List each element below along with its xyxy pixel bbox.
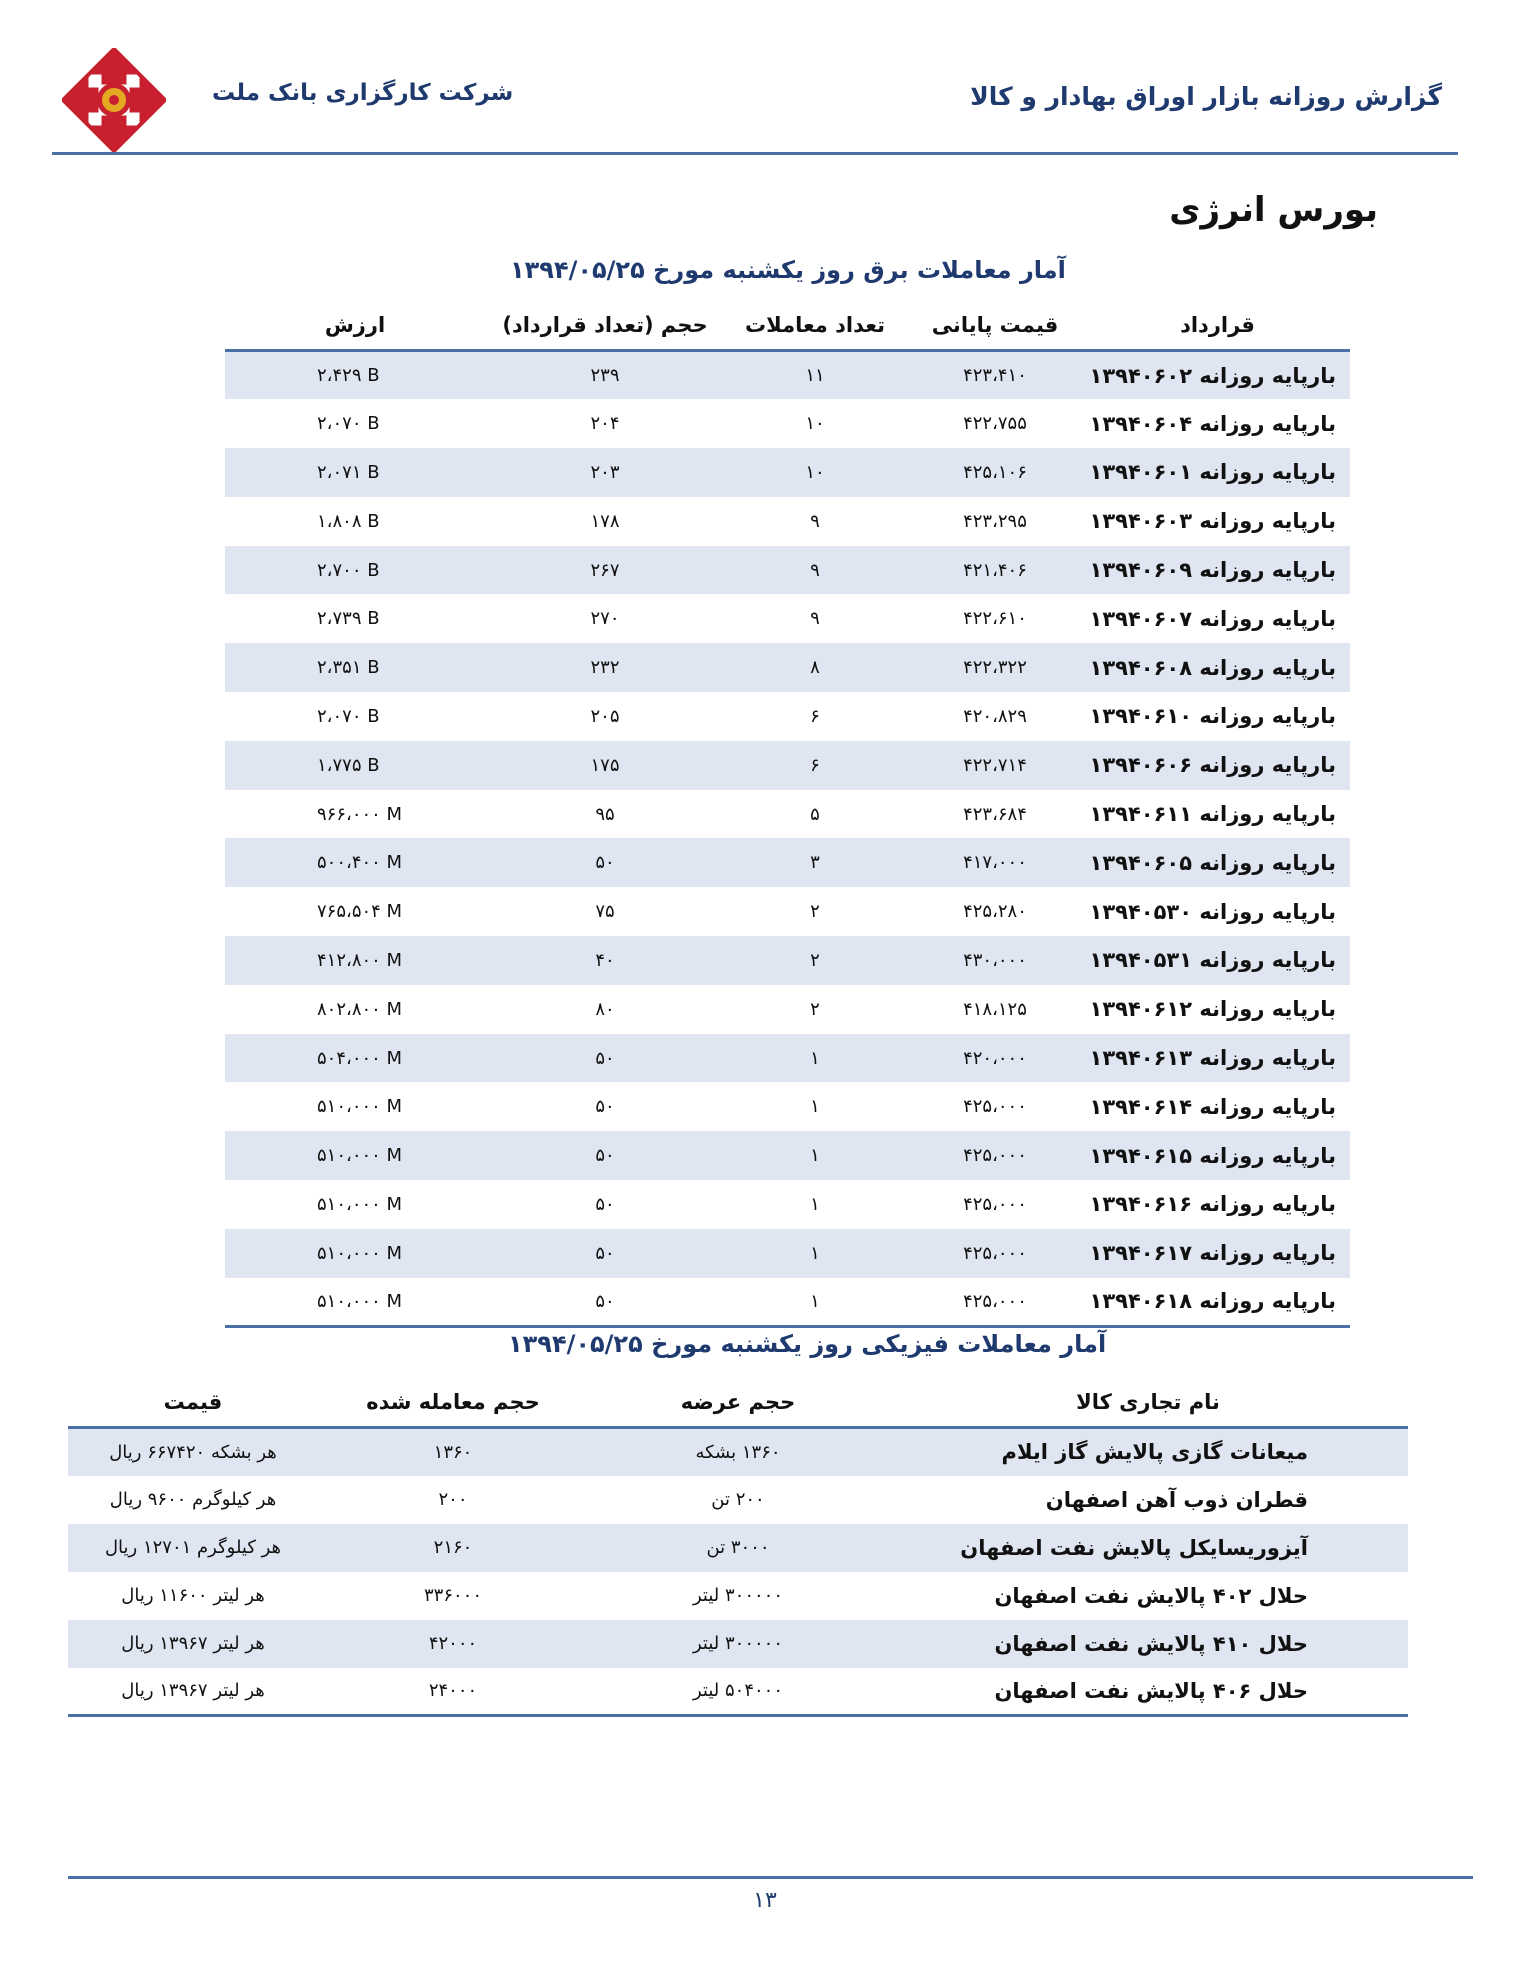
price-cell: ۴۲۲،۶۱۰: [963, 608, 1027, 630]
trades-cell: ۱۰: [725, 448, 905, 497]
price-cell: ۴۲۳،۶۸۴: [963, 803, 1027, 825]
trades-cell: ۶: [725, 741, 905, 790]
price-cell: هر کیلوگرم ۱۲۷۰۱ ریال: [68, 1524, 318, 1572]
price-cell: هر بشکه ۶۶۷۴۲۰ ریال: [68, 1428, 318, 1476]
value-cell: ۴۱۲،۸۰۰ M: [225, 936, 485, 985]
col-header-traded: حجم معامله شده: [318, 1378, 588, 1428]
price-cell: ۴۳۰،۰۰۰: [905, 936, 1085, 985]
price-cell: ۴۲۵،۰۰۰: [963, 1290, 1027, 1312]
product-cell: میعانات گازی پالایش گاز ایلام: [888, 1428, 1408, 1476]
table-row: [225, 1180, 1350, 1229]
contract-cell: بارپایه روزانه ۱۳۹۴۰۶۰۷: [1089, 606, 1336, 631]
contract-cell: بارپایه روزانه ۱۳۹۴۰۶۱۳: [1085, 1034, 1350, 1083]
trades-cell: ۱: [810, 1096, 820, 1118]
col-header-final-price: قیمت پایانی: [905, 301, 1085, 351]
price-cell: ۴۲۵،۰۰۰: [963, 1096, 1027, 1118]
electricity-table-caption: آمار معاملات برق روز یکشنبه مورخ ۱۳۹۴/۰۵/۲۵: [510, 256, 1066, 284]
price-cell: ۴۲۰،۸۲۹: [963, 705, 1027, 727]
price-cell: هر لیتر ۱۱۶۰۰ ریال: [121, 1585, 265, 1606]
supply-cell: ۳۰۰۰۰۰ لیتر: [588, 1620, 888, 1668]
col-header-trades: تعداد معاملات: [725, 301, 905, 351]
trades-cell: ۱: [725, 1034, 905, 1083]
product-cell: حلال ۴۱۰ پالایش نفت اصفهان: [888, 1620, 1408, 1668]
price-cell: ۴۲۵،۰۰۰: [905, 1229, 1085, 1278]
contract-cell: بارپایه روزانه ۱۳۹۴۰۶۱۶: [1089, 1192, 1336, 1217]
price-cell: ۴۲۵،۱۰۶: [905, 448, 1085, 497]
value-cell: ۱،۸۰۸ B: [317, 510, 380, 532]
trades-cell: ۲: [725, 936, 905, 985]
value-cell: ۵۰۴،۰۰۰ M: [225, 1034, 485, 1083]
supply-cell: ۳۰۰۰ تن: [588, 1524, 888, 1572]
table-row: [225, 351, 1350, 400]
volume-cell: ۷۵: [595, 901, 615, 923]
contract-cell: بارپایه روزانه ۱۳۹۴۰۶۱۷: [1085, 1229, 1350, 1278]
table-row: [68, 1428, 1408, 1476]
supply-cell: ۵۰۴۰۰۰ لیتر: [692, 1680, 784, 1702]
traded-cell: ۲۴۰۰۰: [428, 1680, 478, 1702]
table-header-row: [68, 1378, 1408, 1428]
trades-cell: ۱: [725, 1131, 905, 1180]
product-cell: آیزوریسایکل پالایش نفت اصفهان: [888, 1524, 1408, 1572]
company-name: شرکت کارگزاری بانک ملت: [212, 80, 514, 106]
volume-cell: ۵۰: [485, 1131, 725, 1180]
contract-cell: بارپایه روزانه ۱۳۹۴۰۶۰۶: [1085, 741, 1350, 790]
trades-cell: ۹: [725, 546, 905, 595]
volume-cell: ۲۰۳: [485, 448, 725, 497]
table-row: [225, 692, 1350, 741]
traded-cell: ۴۲۰۰۰: [318, 1620, 588, 1668]
trades-cell: ۸: [725, 643, 905, 692]
contract-cell: بارپایه روزانه ۱۳۹۴۰۶۱۴: [1089, 1094, 1336, 1119]
value-cell: ۲،۰۷۰ B: [317, 413, 380, 435]
volume-cell: ۹۵: [595, 803, 615, 825]
contract-cell: بارپایه روزانه ۱۳۹۴۰۶۱۱: [1089, 802, 1336, 827]
col-header-contract: قرارداد: [1085, 301, 1350, 351]
price-cell: هر لیتر ۱۳۹۶۷ ریال: [68, 1620, 318, 1668]
contract-cell: بارپایه روزانه ۱۳۹۴۰۶۱۵: [1085, 1131, 1350, 1180]
volume-cell: ۲۰۵: [590, 705, 620, 727]
footer-rule: [68, 1876, 1473, 1879]
electricity-trades-table: [225, 301, 1350, 1328]
value-cell: ۸۰۲،۸۰۰ M: [317, 998, 403, 1020]
col-header-price: قیمت: [68, 1378, 318, 1428]
trades-cell: ۲: [810, 901, 820, 923]
product-cell: حلال ۴۰۲ پالایش نفت اصفهان: [994, 1583, 1308, 1608]
trades-cell: ۶: [810, 705, 820, 727]
price-cell: ۴۱۷،۰۰۰: [905, 838, 1085, 887]
supply-cell: ۱۳۶۰ بشکه: [588, 1428, 888, 1476]
trades-cell: ۱: [810, 1290, 820, 1312]
table-row: [225, 1278, 1350, 1327]
volume-cell: ۵۰: [595, 1193, 615, 1215]
traded-cell: ۱۳۶۰: [318, 1428, 588, 1476]
volume-cell: ۲۳۲: [485, 643, 725, 692]
contract-cell: بارپایه روزانه ۱۳۹۴۰۶۱۸: [1089, 1289, 1336, 1314]
traded-cell: ۲۰۰: [438, 1489, 468, 1510]
report-title: گزارش روزانه بازار اوراق بهادار و کالا: [970, 82, 1442, 111]
volume-cell: ۵۰: [595, 1290, 615, 1312]
section-heading: بورس انرژی: [1169, 190, 1378, 230]
value-cell: ۲،۳۵۱ B: [225, 643, 485, 692]
price-cell: ۴۲۵،۲۸۰: [963, 901, 1027, 923]
volume-cell: ۵۰: [485, 838, 725, 887]
value-cell: ۵۱۰،۰۰۰ M: [317, 1096, 403, 1118]
trades-cell: ۳: [725, 838, 905, 887]
table-row: [225, 936, 1350, 985]
price-cell: ۴۲۱،۴۰۶: [905, 546, 1085, 595]
table-row: [225, 546, 1350, 595]
volume-cell: ۲۷۰: [590, 608, 620, 630]
value-cell: ۲،۰۷۰ B: [317, 705, 380, 727]
price-cell: ۴۲۵،۰۰۰: [963, 1193, 1027, 1215]
product-cell: قطران ذوب آهن اصفهان: [1045, 1487, 1308, 1512]
table-row: [68, 1668, 1408, 1716]
value-cell: ۵۱۰،۰۰۰ M: [317, 1193, 403, 1215]
volume-cell: ۸۰: [595, 998, 615, 1020]
price-cell: ۴۱۸،۱۲۵: [963, 998, 1027, 1020]
contract-cell: بارپایه روزانه ۱۳۹۴۰۶۱۲: [1089, 997, 1336, 1022]
trades-cell: ۱: [725, 1229, 905, 1278]
volume-cell: ۴۰: [485, 936, 725, 985]
table-row: [225, 643, 1350, 692]
price-cell: ۴۲۳،۲۹۵: [963, 510, 1027, 532]
table-row: [225, 838, 1350, 887]
volume-cell: ۱۷۵: [485, 741, 725, 790]
table-row: [225, 497, 1350, 546]
contract-cell: بارپایه روزانه ۱۳۹۴۰۶۰۵: [1085, 838, 1350, 887]
table-row: [225, 1229, 1350, 1278]
traded-cell: ۳۳۶۰۰۰: [423, 1585, 482, 1606]
value-cell: ۵۰۰،۴۰۰ M: [225, 838, 485, 887]
table-row: [225, 1131, 1350, 1180]
price-cell: ۴۲۵،۰۰۰: [905, 1131, 1085, 1180]
col-header-product: نام تجاری کالا: [888, 1378, 1408, 1428]
physical-trades-table: [68, 1378, 1408, 1717]
supply-cell: ۳۰۰۰۰۰ لیتر: [692, 1585, 784, 1606]
contract-cell: بارپایه روزانه ۱۳۹۴۰۶۰۳: [1089, 509, 1336, 534]
contract-cell: بارپایه روزانه ۱۳۹۴۰۶۱۰: [1089, 704, 1336, 729]
trades-cell: ۹: [810, 608, 820, 630]
product-cell: حلال ۴۰۶ پالایش نفت اصفهان: [994, 1678, 1308, 1703]
table-row: [225, 741, 1350, 790]
contract-cell: بارپایه روزانه ۱۳۹۴۰۵۳۱: [1085, 936, 1350, 985]
contract-cell: بارپایه روزانه ۱۳۹۴۰۶۰۲: [1085, 351, 1350, 400]
header-rule: [52, 152, 1458, 155]
value-cell: ۵۱۰،۰۰۰ M: [317, 1290, 403, 1312]
table-row: [68, 1476, 1408, 1524]
volume-cell: ۵۰: [595, 1096, 615, 1118]
col-header-volume: حجم (تعداد قرارداد): [485, 301, 725, 351]
value-cell: ۱،۷۷۵ B: [225, 741, 485, 790]
volume-cell: ۵۰: [485, 1229, 725, 1278]
trades-cell: ۱۱: [725, 351, 905, 400]
contract-cell: بارپایه روزانه ۱۳۹۴۰۶۰۴: [1089, 411, 1336, 436]
value-cell: ۵۱۰،۰۰۰ M: [225, 1131, 485, 1180]
contract-cell: بارپایه روزانه ۱۳۹۴۰۶۰۸: [1085, 643, 1350, 692]
price-cell: هر لیتر ۱۳۹۶۷ ریال: [121, 1680, 265, 1702]
volume-cell: ۱۷۸: [590, 510, 620, 532]
table-row: [225, 985, 1350, 1034]
table-row: [225, 594, 1350, 643]
table-row: [225, 1082, 1350, 1131]
contract-cell: بارپایه روزانه ۱۳۹۴۰۶۰۱: [1085, 448, 1350, 497]
physical-table-caption: آمار معاملات فیزیکی روز یکشنبه مورخ ۱۳۹۴/۰۵/۲۵: [508, 1330, 1107, 1358]
table-row: [225, 790, 1350, 839]
price-cell: ۴۲۳،۴۱۰: [905, 351, 1085, 400]
volume-cell: ۲۰۴: [590, 413, 620, 435]
value-cell: ۲،۰۷۱ B: [225, 448, 485, 497]
traded-cell: ۲۱۶۰: [318, 1524, 588, 1572]
value-cell: ۹۶۶،۰۰۰ M: [317, 803, 403, 825]
value-cell: ۲،۴۲۹ B: [225, 351, 485, 400]
price-cell: هر کیلوگرم ۹۶۰۰ ریال: [109, 1489, 277, 1510]
volume-cell: ۵۰: [485, 1034, 725, 1083]
trades-cell: ۲: [810, 998, 820, 1020]
table-row: [68, 1524, 1408, 1572]
value-cell: ۷۶۵،۵۰۴ M: [317, 901, 403, 923]
trades-cell: ۵: [810, 803, 820, 825]
supply-cell: ۲۰۰ تن: [711, 1489, 765, 1510]
contract-cell: بارپایه روزانه ۱۳۹۴۰۶۰۹: [1085, 546, 1350, 595]
col-header-supply: حجم عرضه: [588, 1378, 888, 1428]
table-row: [225, 1034, 1350, 1083]
value-cell: ۲،۷۰۰ B: [225, 546, 485, 595]
trades-cell: ۱: [810, 1193, 820, 1215]
table-header-row: [225, 301, 1350, 351]
price-cell: ۴۲۲،۳۲۲: [905, 643, 1085, 692]
table-row: [68, 1572, 1408, 1620]
volume-cell: ۲۳۹: [485, 351, 725, 400]
trades-cell: ۱۰: [805, 413, 825, 435]
page-number: ۱۳: [753, 1888, 777, 1913]
price-cell: ۴۲۲،۷۵۵: [963, 413, 1027, 435]
bank-mellat-logo-icon: [62, 48, 166, 152]
col-header-value: ارزش: [225, 301, 485, 351]
table-row: [225, 887, 1350, 936]
volume-cell: ۲۶۷: [485, 546, 725, 595]
price-cell: ۴۲۲،۷۱۴: [905, 741, 1085, 790]
trades-cell: ۹: [810, 510, 820, 532]
price-cell: ۴۲۰،۰۰۰: [905, 1034, 1085, 1083]
contract-cell: بارپایه روزانه ۱۳۹۴۰۵۳۰: [1089, 899, 1336, 924]
value-cell: ۵۱۰،۰۰۰ M: [225, 1229, 485, 1278]
table-row: [225, 399, 1350, 448]
table-row: [225, 448, 1350, 497]
value-cell: ۲،۷۳۹ B: [317, 608, 380, 630]
table-row: [68, 1620, 1408, 1668]
